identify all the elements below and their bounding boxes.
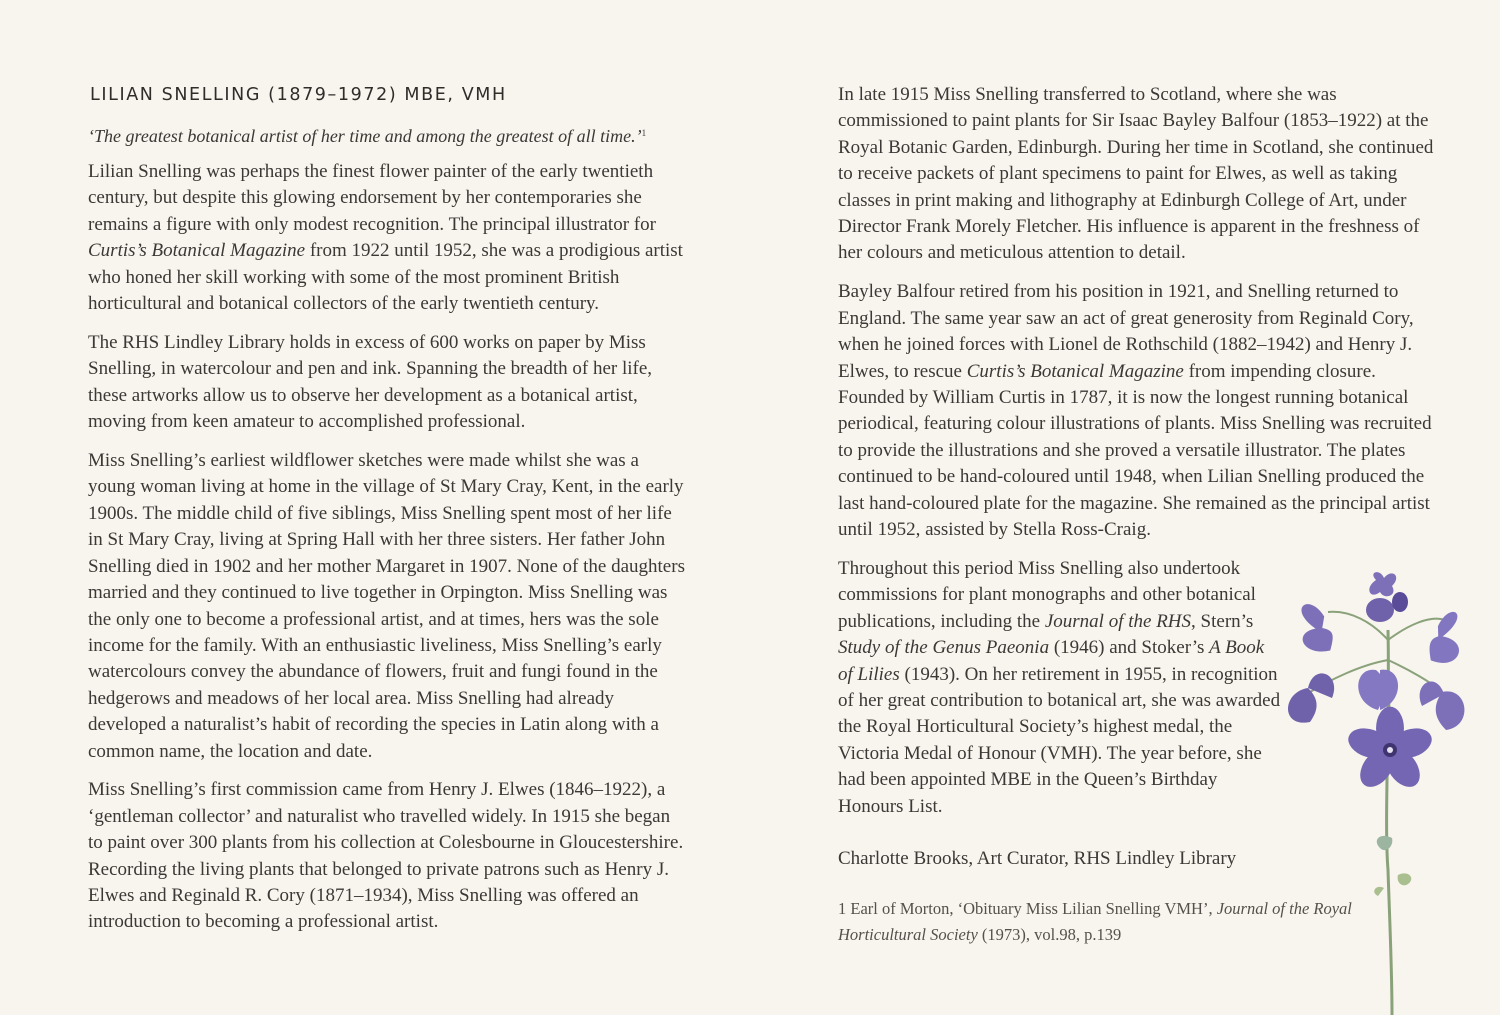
left-page	[88, 82, 688, 948]
chapter-heading: LILIAN SNELLING (1879–1972) MBE, VMH	[90, 85, 507, 105]
italic-title: Journal of the Royal Horticultural Society	[838, 898, 1352, 945]
italic-title: Journal of the RHS	[1044, 610, 1192, 632]
text-run: 1 Earl of Morton, ‘Obituary Miss Lilian Snelling VMH’,	[838, 898, 1217, 918]
author-signature: Charlotte Brooks, Art Curator, RHS Lindley Library	[838, 847, 1237, 869]
paragraph-botanical-magazine	[838, 279, 1434, 543]
quote-text: ‘The greatest botanical artist of her time and among the greatest of all time.’	[88, 126, 642, 146]
text-run: (1943). On her retirement in 1955, in recognition of her great contribution to botanical art, she was awarded the Royal Horticultural Society’s highest medal, the Victoria Medal of Honour (VMH). The year before, she had been appointed MBE in the Queen’s Birthday Honours List.	[838, 663, 1281, 817]
text-run: Lilian Snelling was perhaps the finest flower painter of the early twentieth century, but despite this glowing endorsement by her contemporaries she remains a figure with only modest recognition. The principal illustrator for	[88, 161, 656, 235]
paragraph-first-commission: Miss Snelling’s first commission came from Henry J. Elwes (1846–1922), a ‘gentleman collector’ and naturalist who travelled widely. In 1915 she began to paint over 300 plants from his collection at Colesbourne in Gloucestershire. Recording the living plants that belonged to private patrons such as Henry J. Elwes and Reginald R. Cory (1871–1934), Miss Snelling was offered an introduction to becoming a professional artist.	[88, 779, 684, 933]
italic-title: Study of the Genus Paeonia	[838, 637, 1050, 659]
italic-title: Curtis’s Botanical Magazine	[966, 360, 1184, 382]
paragraph-scotland: In late 1915 Miss Snelling transferred to Scotland, where she was commissioned to paint plants for Sir Isaac Bayley Balfour (1853–1922) at the Royal Botanic Garden, Edinburgh. During her time in Scotland, she continued to receive packets of plant specimens to paint for Elwes, as well as taking classes in print making and lithography at Edinburgh College of Art, under Director Frank Morely Fletcher. His influence is apparent in the freshness of her colours and meticulous attention to detail.	[838, 84, 1434, 264]
paragraph-intro	[88, 159, 688, 317]
text-run: , Stern’s	[1191, 610, 1254, 632]
paragraph-lindley-library: The RHS Lindley Library holds in excess of 600 works on paper by Miss Snelling, in watercolour and pen and ink. Spanning the breadth of her life, these artworks allow us to observe her development as a botanical artist, moving from keen amateur to accomplished professional.	[88, 331, 653, 433]
footnote-marker: 1	[641, 128, 647, 138]
primula-flower-illustration-icon	[1280, 570, 1470, 1015]
paragraph-early-life: Miss Snelling’s earliest wildflower sketches were made whilst she was a young woman living at home in the village of St Mary Cray, Kent, in the early 1900s. The middle child of five siblings, Miss Snelling spent most of her life in St Mary Cray, living at Spring Hall with her three sisters. Her father John Snelling died in 1902 and her mother Margaret in 1907. None of the daughters married and they continued to live together in Orpington. Miss Snelling was the only one to become a professional artist, and at times, hers was the sole income for the family. With an enthusiastic liveliness, Miss Snelling’s early watercolours convey the abundance of flowers, fruit and fungi found in the hedgerows and meadows of her local area. Miss Snelling had already developed a naturalist’s habit of recording the species in Latin along with a common name, the location and date.	[88, 450, 685, 762]
italic-title: Curtis’s Botanical Magazine	[88, 240, 306, 262]
text-run: (1946) and Stoker’s	[1049, 637, 1210, 659]
text-run: from 1922 until 1952, she was a prodigious artist who honed her skill working with some of the most prominent British horticultural and botanical collectors of the early twentieth century.	[88, 240, 683, 315]
text-run: from impending closure. Founded by William Curtis in 1787, it is now the longest running botanical periodical, featuring colour illustrations of plants. Miss Snelling was recruited to provide the illustrations and she proved a versatile illustrator. The plates continued to be hand-coloured until 1948, when Lilian Snelling produced the last hand-coloured plate for the magazine. She remained as the principal artist until 1952, assisted by Stella Ross-Craig.	[838, 360, 1432, 540]
text-run: (1973), vol.98, p.139	[977, 925, 1122, 945]
text-run: Throughout this period Miss Snelling also undertook commissions for plant monographs and other botanical publications, including the	[838, 557, 1256, 632]
text-run: Bayley Balfour retired from his position in 1921, and Snelling returned to England. The same year saw an act of great generosity from Reginald Cory, when he joined forces with Lionel de Rothschild (1882–1942) and Henry J. Elwes, to rescue	[838, 281, 1414, 382]
italic-title: A Book of Lilies	[838, 637, 1265, 685]
paragraph-retirement	[838, 556, 1283, 820]
epigraph-quote	[88, 120, 688, 149]
